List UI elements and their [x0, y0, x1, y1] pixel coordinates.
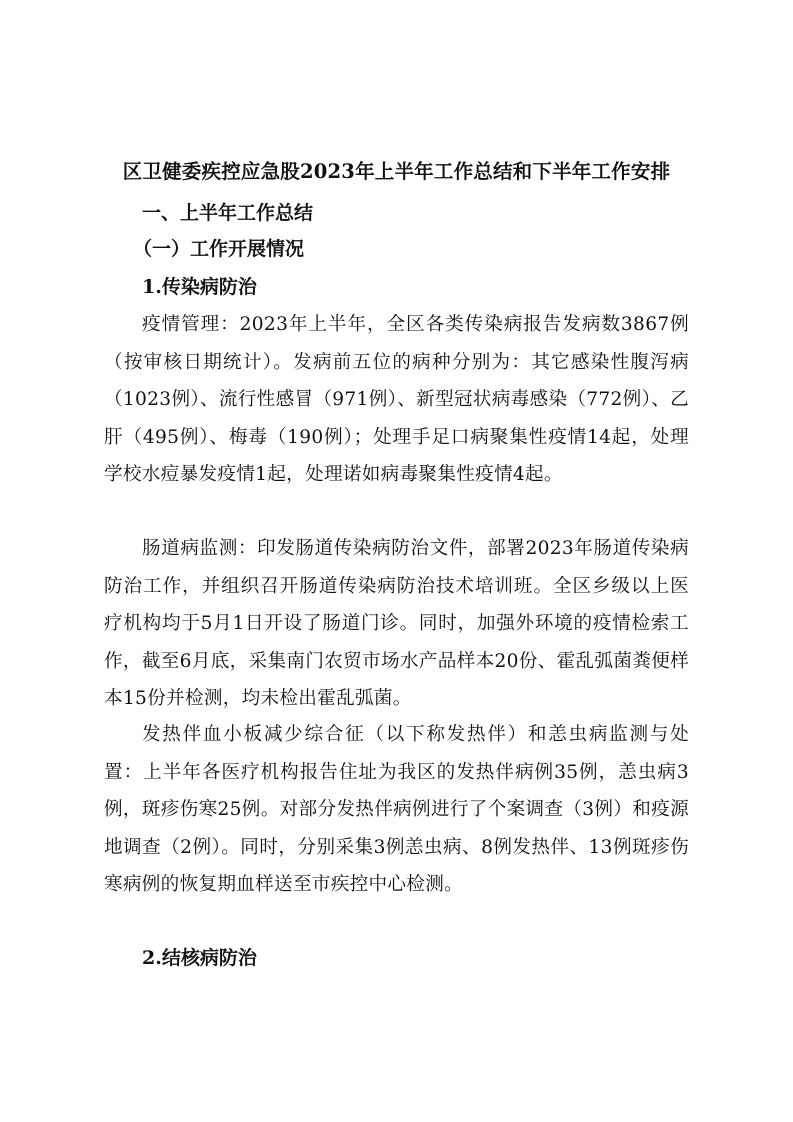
- item-heading-tuberculosis: 2.结核病防治: [142, 947, 257, 969]
- paragraph-intestinal-disease-monitoring: 肠道病监测：印发肠道传染病防治文件，部署2023年肠道传染病防治工作，并组织召开肠道传染病防治技术培训班。全区乡级以上医疗机构均于5月1日开设了肠道门诊。同时，加强外环境的疫情检索工作，截至6月底，采集南门农贸市场水产品样本20份、霍乱弧菌粪便样本15份并检测，均未检出霍乱弧菌。: [104, 538, 689, 709]
- subsection-heading-work-progress: （一）工作开展情况: [133, 238, 305, 260]
- paragraph-sfts-monitoring: 发热伴血小板减少综合征（以下称发热伴）和恙虫病监测与处置：上半年各医疗机构报告住址为我区的发热伴病例35例，恙虫病3例，斑疹伤寒25例。对部分发热伴病例进行了个案调查（3例）和疫源地调查（2例）。同时，分别采集3例恙虫病、8例发热伴、13例斑疹伤寒病例的恢复期血样送至市疾控中心检测。: [104, 724, 689, 895]
- paragraph-epidemic-management: 疫情管理：2023年上半年，全区各类传染病报告发病数3867例（按审核日期统计）。发病前五位的病种分别为：其它感染性腹泻病（1023例）、流行性感冒（971例）、新型冠状病毒感染（772例）、乙肝（495例）、梅毒（190例）；处理手足口病聚集性疫情14起，处理学校水痘暴发疫情1起，处理诺如病毒聚集性疫情4起。: [104, 314, 689, 485]
- section-heading-summary: 一、上半年工作总结: [142, 202, 314, 224]
- document-title: 区卫健委疾控应急股2023年上半年工作总结和下半年工作安排: [122, 160, 671, 183]
- item-heading-infectious-disease: 1.传染病防治: [142, 276, 257, 298]
